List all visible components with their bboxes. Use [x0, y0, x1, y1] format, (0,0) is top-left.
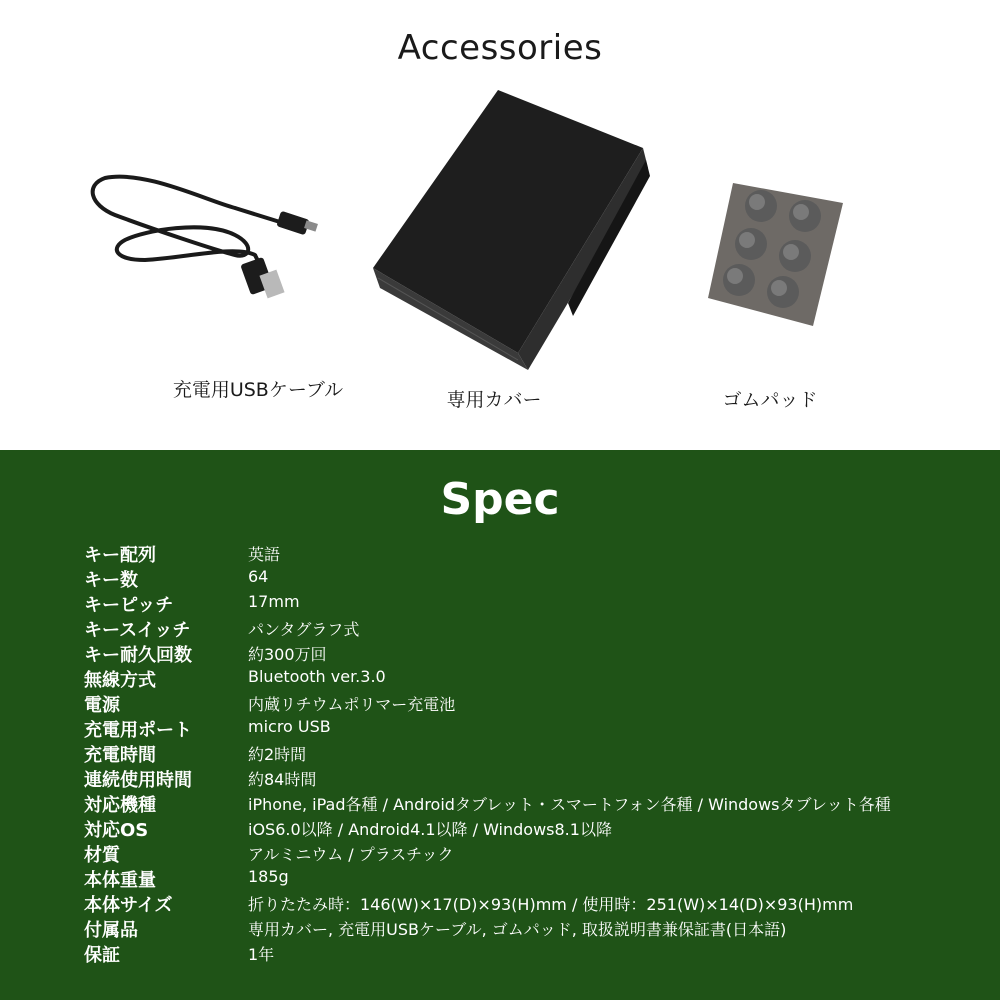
spec-key: 無線方式 [84, 670, 156, 691]
spec-key: 対応機種 [84, 795, 156, 816]
spec-row [0, 641, 1000, 666]
spec-value: 約300万回 [248, 645, 327, 664]
spec-value: 英語 [248, 545, 281, 564]
spec-value: micro USB [248, 717, 331, 736]
spec-row [0, 866, 1000, 891]
accessories-section [0, 0, 1000, 450]
spec-key: 保証 [84, 945, 120, 966]
spec-value: 185g [248, 867, 289, 886]
spec-value: 1年 [248, 945, 275, 964]
case-cover-icon [368, 88, 658, 373]
spec-title: Spec [440, 474, 560, 525]
spec-row [0, 741, 1000, 766]
spec-row [0, 941, 1000, 966]
accessory-label-usb-cable: 充電用USBケーブル [172, 379, 344, 401]
spec-value: 内蔵リチウムポリマー充電池 [248, 695, 456, 714]
spec-row [0, 591, 1000, 616]
spec-key: 連続使用時間 [84, 770, 192, 791]
spec-row [0, 891, 1000, 916]
spec-key: 材質 [84, 845, 120, 866]
accessory-label-rubber-pad: ゴムパッド [722, 389, 818, 411]
spec-key: キースイッチ [84, 620, 191, 641]
spec-value: 約2時間 [248, 745, 307, 764]
spec-key: 付属品 [84, 920, 138, 941]
spec-row [0, 791, 1000, 816]
spec-key: 対応OS [84, 820, 149, 841]
spec-key: 充電時間 [84, 745, 156, 766]
spec-value: 専用カバー, 充電用USBケーブル, ゴムパッド, 取扱説明書兼保証書(日本語) [248, 920, 787, 939]
usb-cable-icon [85, 160, 335, 310]
spec-row [0, 616, 1000, 641]
spec-key: キー耐久回数 [84, 645, 192, 666]
spec-value: 折りたたみ時：146(W)×17(D)×93(H)mm / 使用時：251(W)×14(D)×93(H)mm [248, 895, 854, 914]
spec-row [0, 691, 1000, 716]
spec-key: 充電用ポート [84, 720, 192, 741]
spec-key: 本体サイズ [84, 895, 173, 916]
spec-key: キー数 [84, 570, 138, 591]
spec-row [0, 566, 1000, 591]
spec-value: アルミニウム / プラスチック [248, 845, 454, 864]
spec-key: 電源 [84, 695, 120, 716]
spec-value: iPhone, iPad各種 / Androidタブレット・スマートフォン各種 / Windowsタブレット各種 [248, 795, 891, 814]
spec-row [0, 841, 1000, 866]
spec-value: Bluetooth ver.3.0 [248, 667, 386, 686]
spec-value: 17mm [248, 592, 300, 611]
spec-key: 本体重量 [84, 870, 156, 891]
spec-value: 約84時間 [248, 770, 317, 789]
spec-value: 64 [248, 567, 269, 586]
spec-value: パンタグラフ式 [248, 620, 360, 639]
spec-key: キーピッチ [84, 595, 174, 616]
accessories-title: Accessories [397, 28, 603, 68]
rubber-pad-icon [703, 178, 848, 328]
spec-row [0, 766, 1000, 791]
spec-section [0, 450, 1000, 1000]
spec-row [0, 716, 1000, 741]
spec-row [0, 816, 1000, 841]
spec-value: iOS6.0以降 / Android4.1以降 / Windows8.1以降 [248, 820, 612, 839]
spec-row [0, 916, 1000, 941]
spec-row [0, 666, 1000, 691]
spec-key: キー配列 [84, 545, 156, 566]
accessory-label-case-cover: 専用カバー [446, 389, 542, 411]
spec-row [0, 541, 1000, 566]
